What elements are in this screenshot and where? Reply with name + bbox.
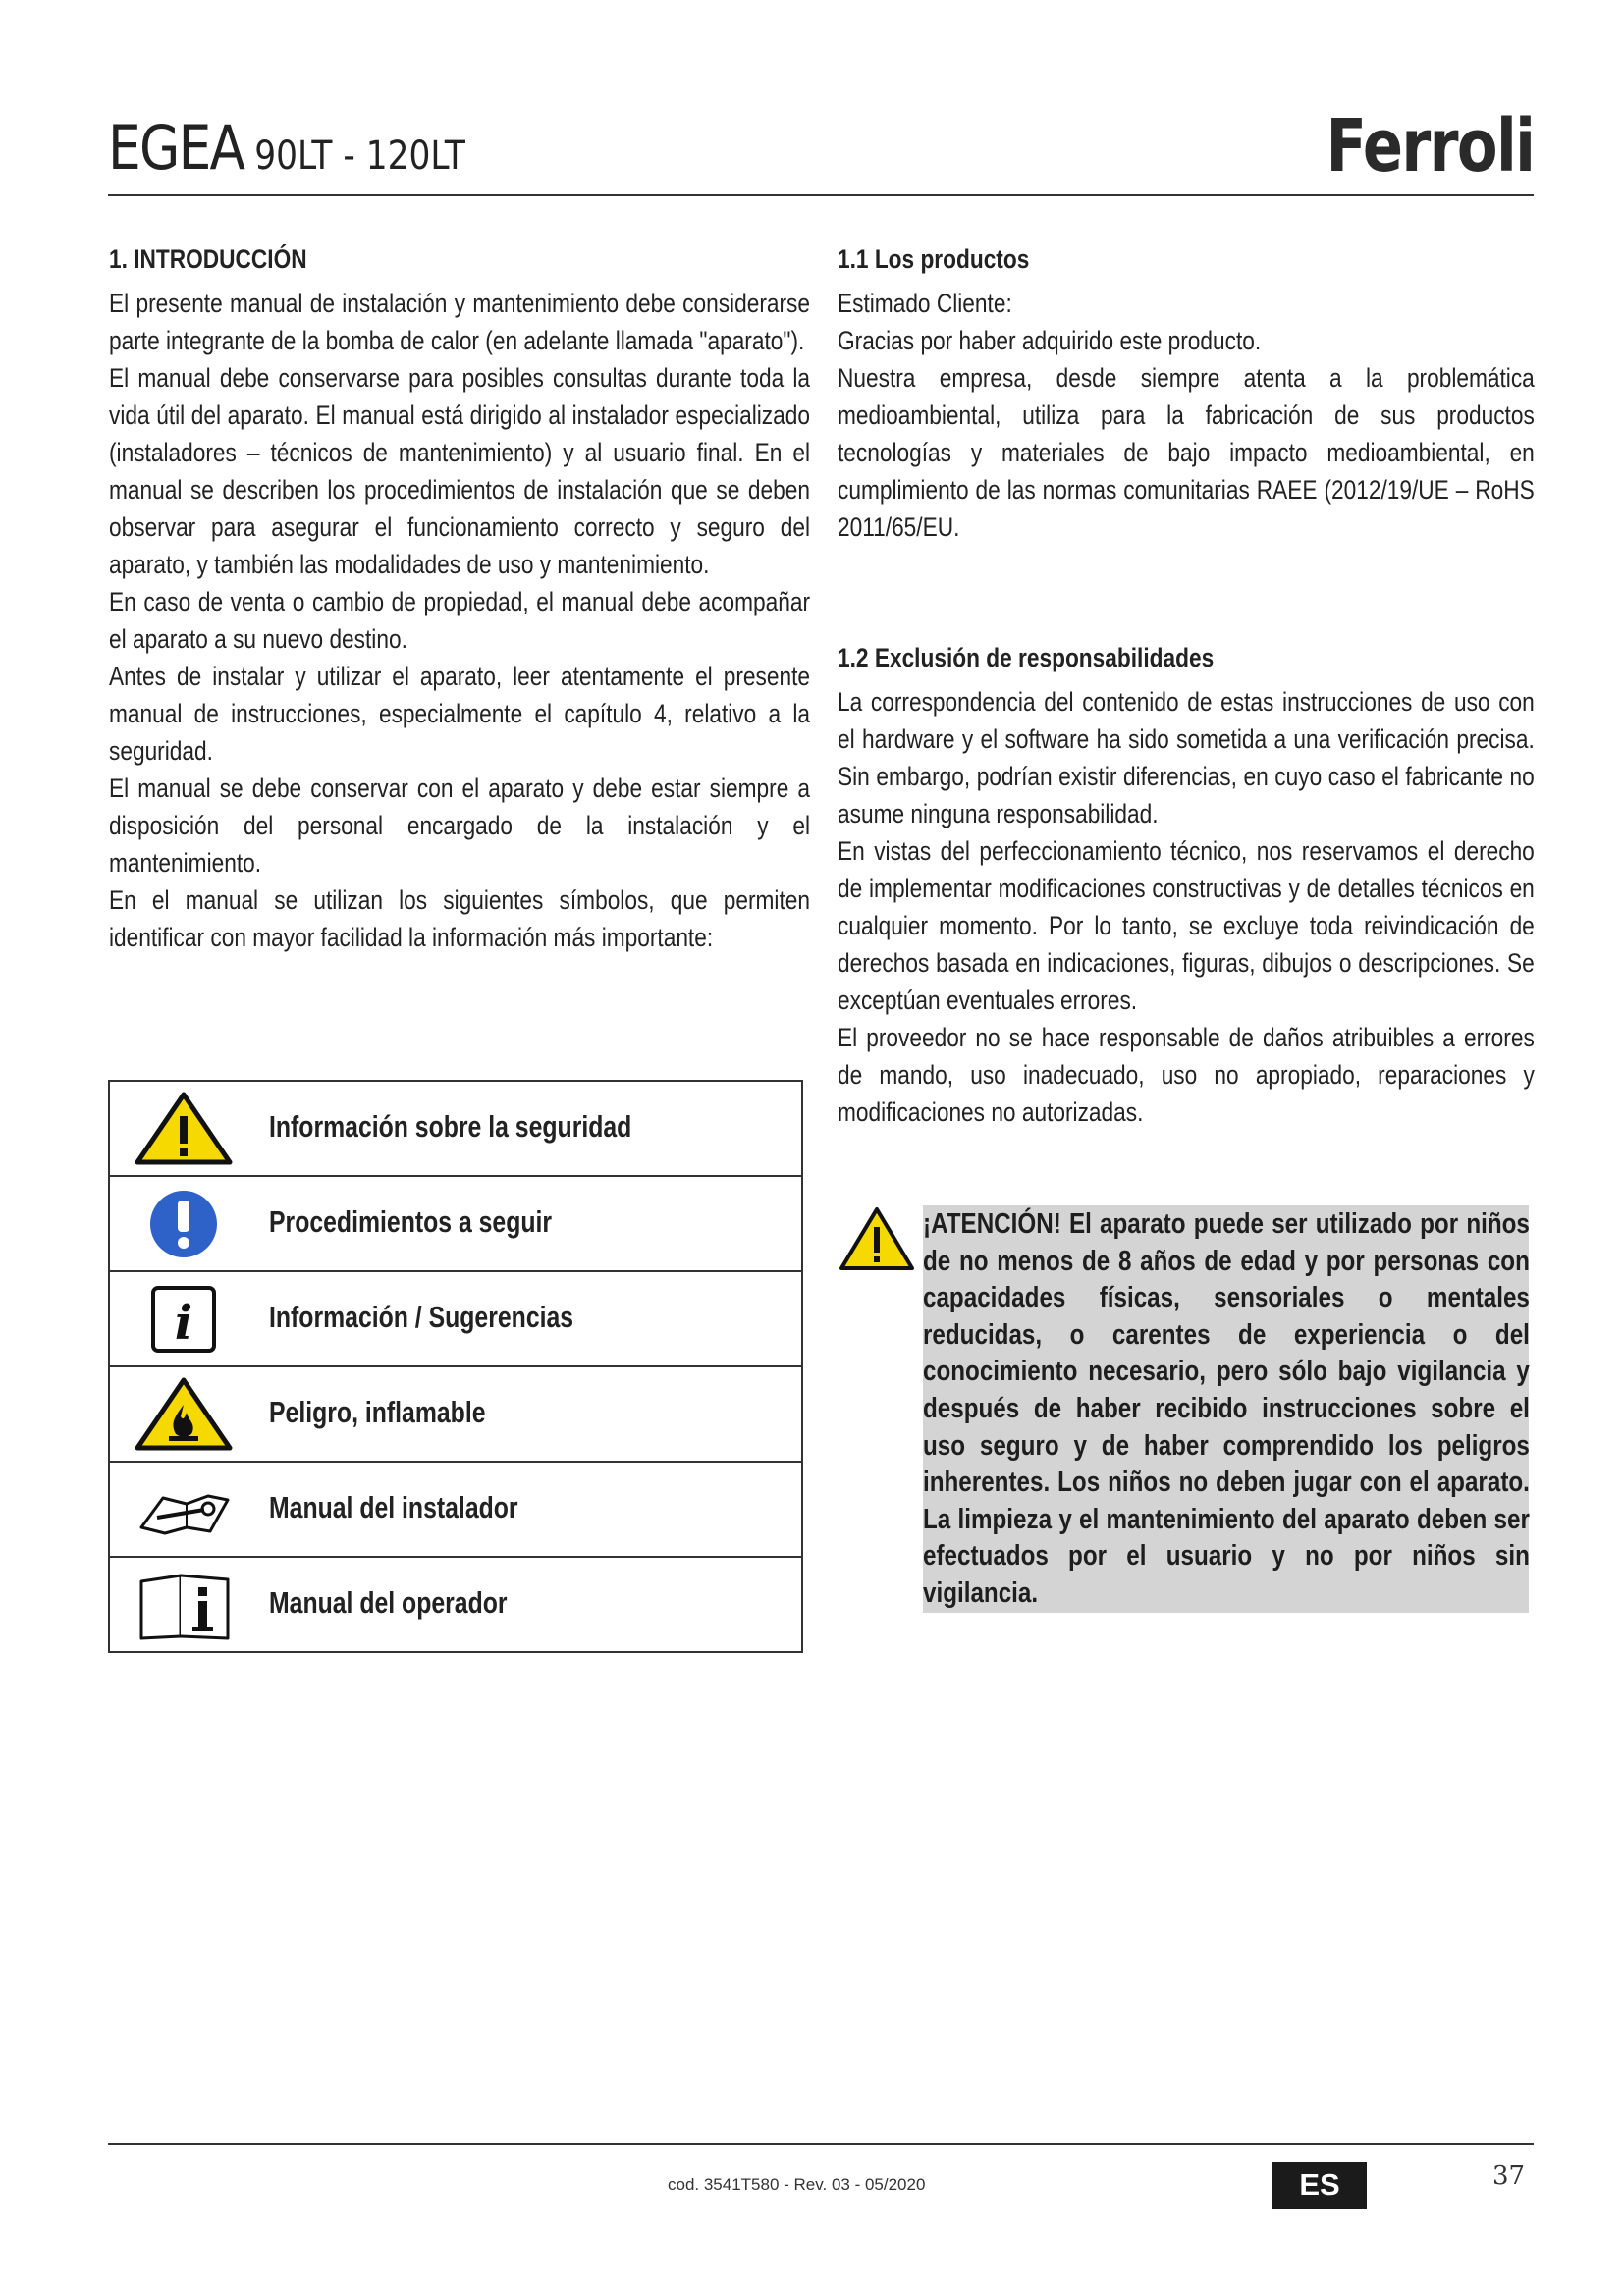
- products-heading: 1.1 Los productos: [838, 244, 1030, 274]
- language-badge: ES: [1272, 2162, 1367, 2209]
- intro-paragraph: El manual se debe conservar con el aparato y debe estar siempre a disposición del personal encargado de la instalación y el mantenimiento.: [109, 774, 810, 878]
- intro-paragraph: El manual debe conservarse para posibles consultas durante toda la vida útil del aparato. El manual está dirigido al instalador especializado (instaladores – técnicos de mantenimiento) y al usuario final. En el manual se describen los procedimientos de instalación que se deben observar para asegurar el funcionamiento correcto y seguro del aparato, y también las modalidades de uso y mantenimiento.: [109, 363, 810, 579]
- document-title: [108, 112, 465, 184]
- symbol-label: Manual del operador: [269, 1585, 508, 1620]
- page-header: [108, 98, 1534, 196]
- installer-manual-icon: [130, 1472, 238, 1546]
- intro-paragraph: En caso de venta o cambio de propiedad, el manual debe acompañar el aparato a su nuevo destino.: [109, 587, 810, 654]
- symbol-row: [110, 1556, 801, 1651]
- brand-logo: Ferroli: [1326, 104, 1534, 188]
- warning-triangle-icon: [838, 1205, 916, 1272]
- title-main: EGEA: [108, 112, 244, 184]
- liability-heading: 1.2 Exclusión de responsabilidades: [838, 643, 1215, 672]
- intro-heading: 1. INTRODUCCIÓN: [109, 244, 307, 274]
- left-column: [109, 241, 810, 956]
- right-column: [838, 241, 1535, 1131]
- liability-paragraph: En vistas del perfeccionamiento técnico, nos reservamos el derecho de implementar modificaciones constructivas y de detalles técnicos en cualquier momento. Por lo tanto, se excluye toda reivindicación de derechos basada en indicaciones, figuras, dibujos o descripciones. Se exceptúan eventuales errores.: [838, 836, 1535, 1015]
- products-paragraph: Estimado Cliente:: [838, 289, 1012, 318]
- symbol-row: [110, 1270, 801, 1365]
- liability-paragraph: La correspondencia del contenido de estas instrucciones de uso con el hardware y el software ha sido sometida a una verificación precisa. Sin embargo, podrían existir diferencias, en cuyo caso el fabricante no asume ninguna responsabilidad.: [838, 687, 1535, 828]
- page-number: 37: [1492, 2162, 1526, 2191]
- flammable-triangle-icon: [130, 1377, 238, 1451]
- symbol-label: Manual del instalador: [269, 1490, 518, 1524]
- symbol-row: [110, 1365, 801, 1461]
- info-box-icon: [130, 1282, 238, 1356]
- intro-paragraph: En el manual se utilizan los siguientes símbolos, que permiten identificar con mayor facilidad la información más importante:: [109, 885, 810, 952]
- warning-triangle-icon: [130, 1092, 238, 1165]
- svg-text:i: i: [174, 1296, 193, 1351]
- symbol-row: [110, 1082, 801, 1175]
- products-paragraph: Gracias por haber adquirido este producto.: [838, 326, 1262, 355]
- safety-warning-text: ¡ATENCIÓN! El aparato puede ser utilizado por niños de no menos de 8 años de edad y por personas con capacidades físicas, sensoriales o mentales reducidas, o carentes de experiencia o del conocimiento necesario, pero sólo bajo vigilancia y después de haber recibido instrucciones sobre el uso seguro y de haber comprendido los peligros inherentes. Los niños no deben jugar con el aparato. La limpieza y el mantenimiento del aparato deben ser efectuados por el usuario y no por niños sin vigilancia.: [923, 1208, 1530, 1609]
- title-models: 90LT - 120LT: [244, 133, 465, 179]
- symbol-label: Información sobre la seguridad: [269, 1109, 632, 1144]
- operator-manual-icon: [130, 1568, 238, 1641]
- symbol-row: [110, 1461, 801, 1556]
- symbol-label: Procedimientos a seguir: [269, 1204, 553, 1239]
- symbol-label: Peligro, inflamable: [269, 1395, 486, 1429]
- intro-paragraph: Antes de instalar y utilizar el aparato, leer atentamente el presente manual de instrucciones, especialmente el capítulo 4, relativo a la seguridad.: [109, 662, 810, 766]
- document-code: cod. 3541T580 - Rev. 03 - 05/2020: [668, 2175, 926, 2194]
- intro-paragraph: El presente manual de instalación y mantenimiento debe considerarse parte integrante de la bomba de calor (en adelante llamada "aparato").: [109, 289, 810, 355]
- footer-divider: [108, 2143, 1534, 2145]
- symbol-label: Información / Sugerencias: [269, 1300, 574, 1334]
- symbol-row: [110, 1175, 801, 1270]
- liability-paragraph: El proveedor no se hace responsable de daños atribuibles a errores de mando, uso inadecuado, uso no apropiado, reparaciones y modificaciones no autorizadas.: [838, 1023, 1535, 1127]
- symbol-table: [108, 1080, 803, 1653]
- safety-warning-note: [923, 1205, 1529, 1613]
- exclamation-circle-icon: [130, 1187, 238, 1260]
- products-paragraph: Nuestra empresa, desde siempre atenta a la problemática medioambiental, utiliza para la fabricación de sus productos tecnologías y materiales de bajo impacto medioambiental, en cumplimiento de las normas comunitarias RAEE (2012/19/UE – RoHS 2011/65/EU.: [838, 363, 1535, 542]
